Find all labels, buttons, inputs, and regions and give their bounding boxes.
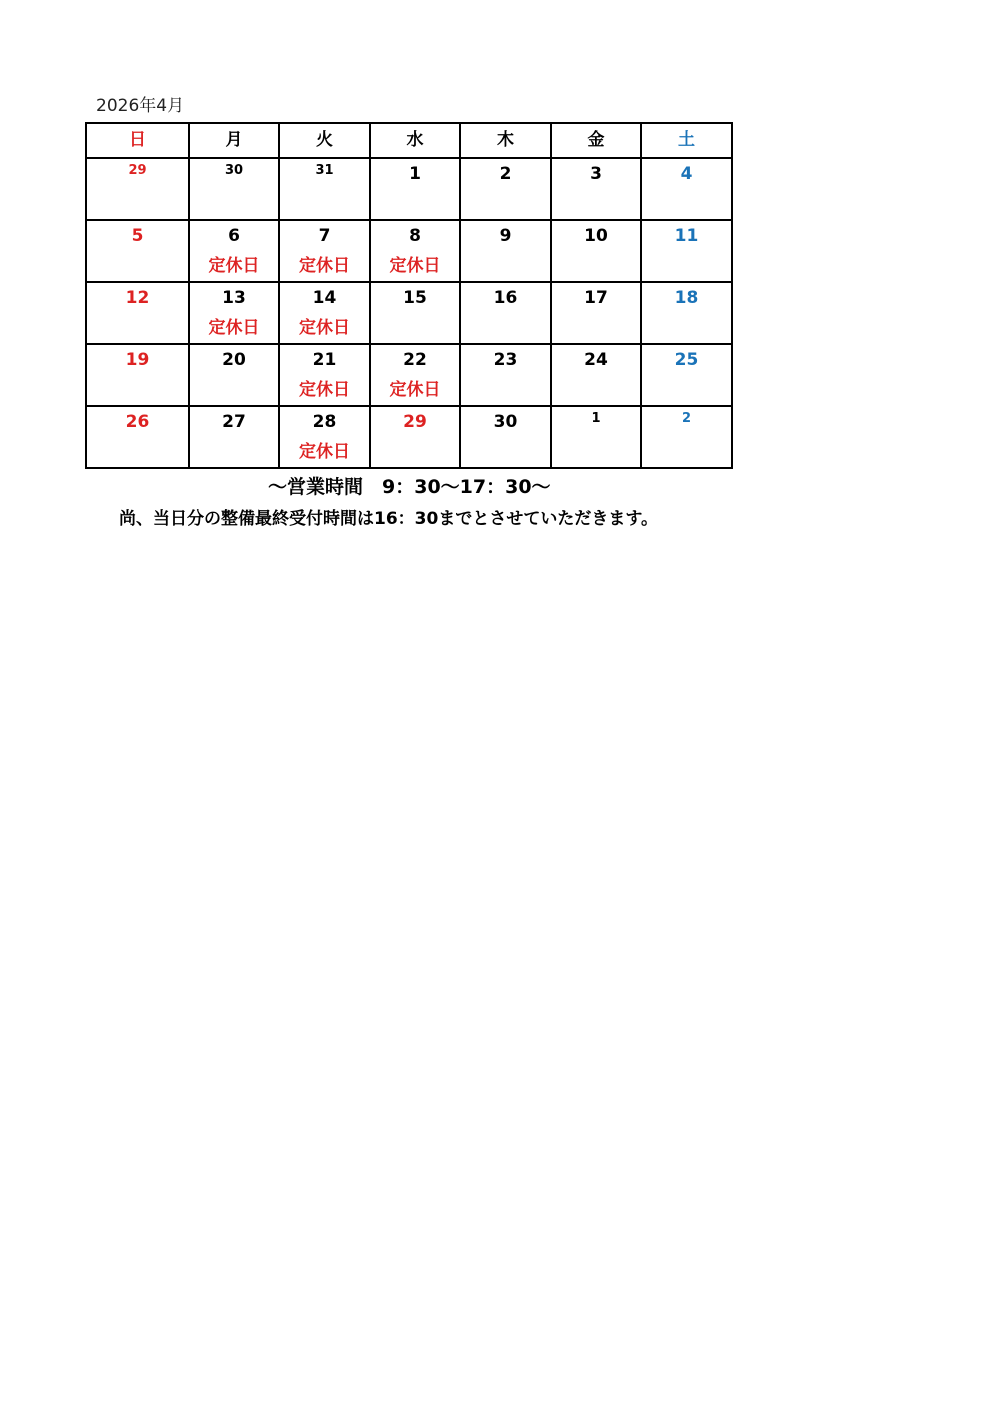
day-number: 11 xyxy=(674,226,699,246)
day-number: 25 xyxy=(674,350,699,370)
day-number: 30 xyxy=(493,412,518,432)
day-number: 31 xyxy=(315,163,334,178)
day-cell xyxy=(279,282,370,344)
reception-note: 尚、当日分の整備最終受付時間は16：30までとさせていただきます。 xyxy=(119,509,658,529)
day-cell xyxy=(370,344,460,406)
day-number: 8 xyxy=(409,226,421,246)
day-number: 28 xyxy=(312,412,337,432)
weekday-header: 火 xyxy=(279,123,370,158)
closed-day-label: 定休日 xyxy=(299,380,350,400)
day-cell xyxy=(86,158,189,220)
business-hours: ～営業時間 9：30～17：30～ xyxy=(268,476,551,498)
day-cell xyxy=(189,220,279,282)
week-row xyxy=(86,220,732,282)
day-cell xyxy=(279,220,370,282)
day-number: 18 xyxy=(674,288,699,308)
closed-day-label: 定休日 xyxy=(208,256,260,276)
day-number: 22 xyxy=(403,350,427,370)
day-cell xyxy=(641,282,732,344)
day-number: 26 xyxy=(125,412,150,432)
week-row xyxy=(86,344,732,406)
weekday-header: 月 xyxy=(189,123,279,158)
day-cell xyxy=(460,282,551,344)
closed-day-label: 定休日 xyxy=(299,442,350,462)
day-cell xyxy=(370,406,460,468)
closed-day-label: 定休日 xyxy=(299,256,350,276)
day-cell xyxy=(189,158,279,220)
weekday-header: 土 xyxy=(641,123,732,158)
day-number: 23 xyxy=(493,350,518,370)
day-number: 29 xyxy=(128,163,147,178)
day-number: 17 xyxy=(584,288,608,308)
day-number: 14 xyxy=(312,288,337,308)
day-cell xyxy=(370,220,460,282)
day-cell xyxy=(551,282,641,344)
day-cell xyxy=(86,406,189,468)
day-number: 4 xyxy=(680,164,693,184)
week-row xyxy=(86,406,732,468)
day-cell xyxy=(460,158,551,220)
day-number: 30 xyxy=(224,163,244,178)
day-number: 27 xyxy=(222,412,246,432)
weekday-header: 日 xyxy=(86,123,189,158)
day-number: 20 xyxy=(222,350,246,370)
day-cell xyxy=(460,406,551,468)
day-number: 3 xyxy=(590,164,602,184)
day-cell xyxy=(189,282,279,344)
closed-day-label: 定休日 xyxy=(208,318,260,338)
weekday-header: 水 xyxy=(370,123,460,158)
day-number: 7 xyxy=(318,226,331,246)
day-cell xyxy=(189,406,279,468)
day-number: 21 xyxy=(312,350,337,370)
day-number: 10 xyxy=(584,226,608,246)
day-number: 2 xyxy=(681,411,692,426)
day-cell xyxy=(641,220,732,282)
day-number: 2 xyxy=(499,164,512,184)
day-number: 16 xyxy=(493,288,518,308)
day-cell xyxy=(641,406,732,468)
day-cell xyxy=(189,344,279,406)
day-number: 12 xyxy=(125,288,150,308)
weekday-header: 金 xyxy=(551,123,641,158)
day-cell xyxy=(279,344,370,406)
weekday-header: 木 xyxy=(460,123,551,158)
day-number: 1 xyxy=(409,164,421,184)
day-number: 5 xyxy=(131,226,144,246)
day-cell xyxy=(86,282,189,344)
closed-day-label: 定休日 xyxy=(389,380,441,400)
day-cell xyxy=(551,344,641,406)
day-number: 24 xyxy=(584,350,608,370)
day-cell xyxy=(86,220,189,282)
day-number: 15 xyxy=(403,288,427,308)
day-cell xyxy=(641,158,732,220)
week-row xyxy=(86,282,732,344)
day-cell xyxy=(460,220,551,282)
weekday-header-row xyxy=(86,123,732,158)
day-cell xyxy=(551,220,641,282)
closed-day-label: 定休日 xyxy=(389,256,441,276)
day-number: 1 xyxy=(591,411,601,426)
day-cell xyxy=(641,344,732,406)
day-number: 13 xyxy=(222,288,246,308)
day-number: 19 xyxy=(125,350,150,370)
day-cell xyxy=(279,406,370,468)
closed-day-label: 定休日 xyxy=(299,318,350,338)
calendar-table xyxy=(85,122,733,469)
week-row xyxy=(86,158,732,220)
day-cell xyxy=(551,406,641,468)
day-cell xyxy=(279,158,370,220)
day-cell xyxy=(370,158,460,220)
day-number: 6 xyxy=(228,226,240,246)
day-number: 29 xyxy=(403,412,427,432)
day-cell xyxy=(86,344,189,406)
day-cell xyxy=(370,282,460,344)
month-title: 2026年4月 xyxy=(96,96,185,116)
day-cell xyxy=(551,158,641,220)
day-cell xyxy=(460,344,551,406)
day-number: 9 xyxy=(499,226,512,246)
